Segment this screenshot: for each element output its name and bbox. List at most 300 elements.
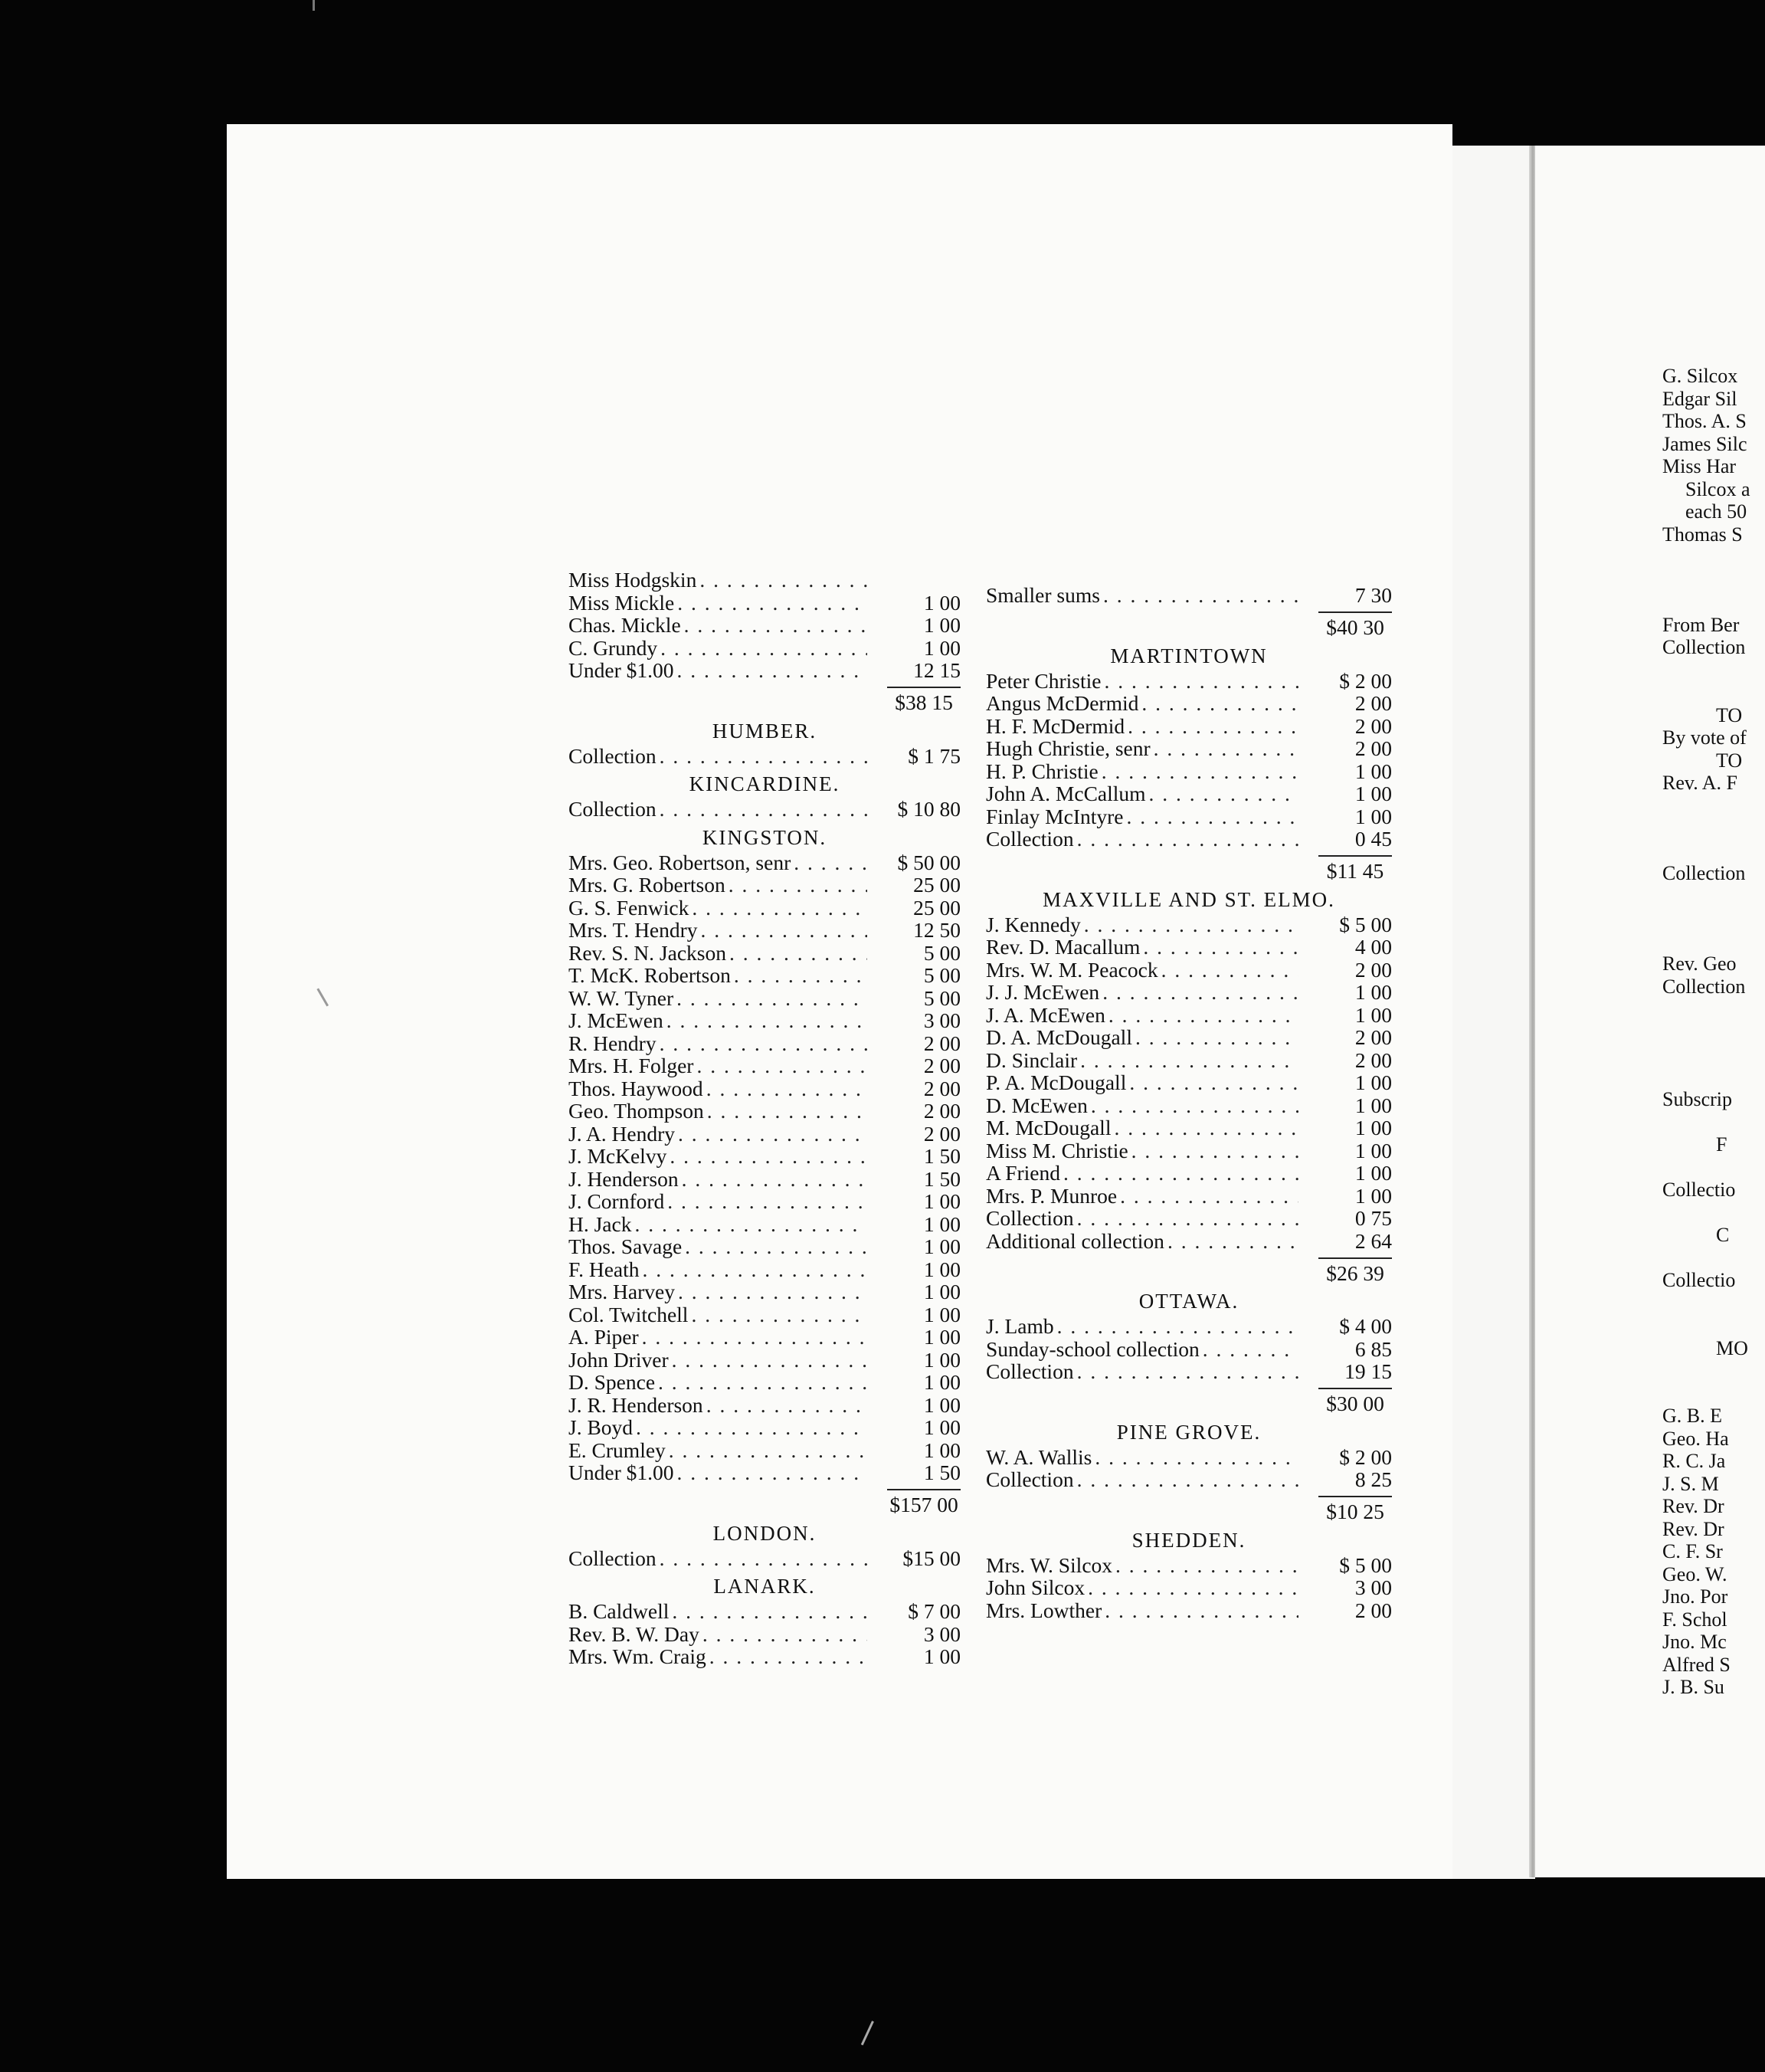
contribution-row — [986, 670, 1392, 693]
leader-dots — [1077, 1207, 1298, 1230]
cut-off-line: Rev. Geo — [1662, 952, 1737, 975]
contribution-row — [986, 1049, 1392, 1072]
leader-dots — [636, 1416, 867, 1439]
contributor-name: F. Heath — [568, 1257, 640, 1281]
contribution-row — [986, 1315, 1392, 1338]
section-heading: KINGSTON. — [702, 825, 827, 849]
contributor-name: M. McDougall — [986, 1116, 1112, 1139]
leader-dots — [1115, 1554, 1298, 1577]
leader-dots — [1143, 936, 1298, 959]
contributor-name: Sunday-school collection — [986, 1336, 1200, 1361]
contributor-name: Mrs. P. Munroe — [986, 1183, 1118, 1208]
contributor-name: Miss Mickle — [568, 590, 675, 615]
leader-dots — [678, 1280, 867, 1303]
contribution-amount: 2 00 — [923, 1031, 961, 1055]
contribution-amount: 25 00 — [913, 873, 961, 897]
cut-off-line: Collection — [1662, 862, 1746, 884]
leader-dots — [1203, 1338, 1298, 1361]
contributor-name: H. P. Christie — [986, 759, 1099, 783]
contribution-amount: $ 7 00 — [908, 1599, 961, 1623]
contributor-name: Finlay McIntyre — [986, 804, 1124, 828]
leader-dots — [1135, 1026, 1298, 1049]
contributor-name: Thos. Haywood — [568, 1076, 703, 1100]
contribution-row — [986, 805, 1392, 828]
leader-dots — [1104, 670, 1298, 693]
contributor-name: Angus McDermid — [986, 691, 1139, 715]
leader-dots — [1084, 913, 1298, 936]
contribution-amount: 2 00 — [923, 1054, 961, 1077]
leader-dots — [670, 1145, 867, 1168]
cut-off-line: Geo. W. — [1662, 1562, 1727, 1585]
contributor-name: Miss Hodgskin — [568, 568, 697, 592]
contribution-row — [568, 1547, 961, 1570]
contributor-name: Mrs. Harvey — [568, 1280, 675, 1303]
section-heading: LANARK. — [713, 1575, 816, 1598]
contribution-row — [568, 1394, 961, 1417]
leader-dots — [1154, 737, 1298, 760]
contribution-row — [568, 1371, 961, 1394]
contribution-amount: $ 5 00 — [1339, 912, 1392, 936]
section-heading: PINE GROVE. — [1116, 1420, 1262, 1444]
leader-dots — [682, 1168, 867, 1191]
cut-off-line: Alfred S — [1662, 1653, 1731, 1676]
contribution-row — [986, 1599, 1392, 1622]
leader-dots — [660, 745, 867, 768]
contribution-row — [986, 692, 1392, 715]
contribution-row — [568, 1439, 961, 1462]
section-heading: MARTINTOWN — [1110, 644, 1268, 667]
contributor-name: Rev. B. W. Day — [568, 1621, 699, 1646]
contributor-name: C. Grundy — [568, 635, 658, 660]
cut-off-line: TO — [1716, 749, 1743, 772]
section-total — [568, 682, 961, 714]
contribution-amount: 1 00 — [923, 1370, 961, 1394]
contribution-amount: 1 00 — [923, 1189, 961, 1213]
leader-dots — [691, 1303, 867, 1326]
leader-dots — [706, 1394, 867, 1417]
contribution-row — [568, 1168, 961, 1191]
cut-off-line: Collectio — [1662, 1269, 1736, 1291]
contributor-name: Rev. D. Macallum — [986, 935, 1141, 959]
leader-dots — [1128, 715, 1298, 738]
contribution-row — [986, 913, 1392, 936]
leader-dots — [706, 1077, 867, 1100]
contribution-row — [986, 1576, 1392, 1599]
contribution-amount: 7 30 — [1354, 583, 1392, 607]
section-heading: SHEDDEN. — [1131, 1528, 1246, 1552]
contributor-name: Collection — [986, 1206, 1074, 1230]
contribution-row — [568, 1416, 961, 1439]
leader-dots — [1102, 981, 1298, 1004]
contribution-amount: 1 00 — [1354, 1070, 1392, 1094]
leader-dots — [1126, 805, 1298, 828]
leader-dots — [669, 1439, 867, 1462]
contributor-name: J. McKelvy — [568, 1144, 667, 1168]
contribution-row — [568, 614, 961, 637]
cut-off-line: Jno. Por — [1662, 1585, 1728, 1608]
section-total — [986, 1383, 1392, 1415]
contributor-name: H. F. McDermid — [986, 713, 1125, 738]
contribution-amount: 25 00 — [913, 895, 961, 920]
contribution-amount: 3 00 — [923, 1621, 961, 1646]
contribution-row — [568, 874, 961, 897]
cut-off-line: Collectio — [1662, 1179, 1736, 1201]
leader-dots — [660, 798, 867, 821]
contribution-row — [986, 737, 1392, 760]
leader-dots — [702, 1623, 867, 1646]
contribution-row — [568, 569, 961, 592]
contributor-name: J. Cornford — [568, 1189, 665, 1213]
contribution-amount: 3 00 — [1354, 1575, 1392, 1599]
cut-off-line: Collection — [1662, 975, 1746, 998]
contributor-name: D. Sinclair — [986, 1047, 1078, 1072]
contributor-name: Mrs. W. M. Peacock — [986, 957, 1158, 982]
contribution-amount: $ 2 00 — [1339, 668, 1392, 693]
contribution-row — [568, 637, 961, 660]
contributor-name: John A. McCallum — [986, 782, 1146, 805]
contribution-amount: 1 00 — [923, 1392, 961, 1417]
contribution-amount: 2 64 — [1354, 1228, 1392, 1253]
leader-dots — [1131, 1139, 1298, 1162]
contribution-row — [568, 919, 961, 942]
contributor-name: Collection — [568, 743, 657, 768]
contributor-name: Mrs. T. Hendry — [568, 918, 698, 942]
contribution-row — [568, 1077, 961, 1100]
cut-off-line: F — [1716, 1133, 1727, 1156]
leader-dots — [676, 987, 867, 1010]
contributor-name: Thos. Savage — [568, 1234, 683, 1258]
contribution-amount: 1 00 — [923, 1211, 961, 1236]
contribution-row — [568, 1213, 961, 1236]
contribution-amount: 1 50 — [923, 1166, 961, 1191]
cut-off-line: Silcox a — [1685, 477, 1750, 500]
contribution-row — [986, 1554, 1392, 1577]
leader-dots — [1114, 1116, 1298, 1139]
leader-dots — [672, 1600, 867, 1623]
contribution-row — [986, 1185, 1392, 1208]
leader-dots — [666, 1009, 867, 1032]
leader-dots — [676, 659, 867, 682]
leader-dots — [676, 1461, 867, 1484]
leader-dots — [634, 1213, 867, 1236]
leader-dots — [1091, 1094, 1298, 1117]
contribution-amount: 2 00 — [1354, 713, 1392, 738]
contribution-row — [568, 1461, 961, 1484]
contribution-row — [986, 1207, 1392, 1230]
contributor-name: Mrs. G. Robertson — [568, 873, 725, 897]
contributor-name: Peter Christie — [986, 668, 1102, 693]
contributor-name: Additional collection — [986, 1228, 1164, 1253]
contributor-name: Miss M. Christie — [986, 1138, 1128, 1162]
contributor-name: P. A. McDougall — [986, 1070, 1127, 1094]
contribution-row — [568, 1258, 961, 1281]
leader-dots — [1108, 1004, 1298, 1027]
contribution-row — [986, 760, 1392, 783]
total-amount: $26 39 — [1318, 1257, 1392, 1285]
contributor-name: G. S. Fenwick — [568, 895, 689, 920]
section-total — [986, 1491, 1392, 1523]
contribution-row — [568, 659, 961, 682]
leader-dots — [1103, 584, 1298, 607]
contribution-amount: 1 00 — [923, 1302, 961, 1326]
leader-dots — [1080, 1049, 1298, 1072]
total-amount: $38 15 — [887, 687, 961, 714]
contribution-row — [568, 1100, 961, 1123]
cut-off-line: Rev. Dr — [1662, 1495, 1724, 1517]
contribution-row — [986, 1094, 1392, 1117]
contribution-row — [568, 1349, 961, 1372]
section-total — [986, 607, 1392, 639]
contributor-name: H. Jack — [568, 1211, 632, 1236]
total-amount: $10 25 — [1318, 1496, 1392, 1523]
contribution-row — [568, 1145, 961, 1168]
contribution-row — [986, 1360, 1392, 1383]
subscription-column-left — [568, 569, 961, 1668]
total-amount: $157 00 — [887, 1489, 961, 1516]
contributor-name: Mrs. Geo. Robertson, senr — [568, 850, 791, 874]
contributor-name: Collection — [986, 1359, 1074, 1383]
contribution-amount: 5 00 — [923, 940, 961, 965]
contribution-amount: 1 00 — [923, 1438, 961, 1462]
contribution-amount: 1 50 — [923, 1144, 961, 1168]
leader-dots — [1063, 1162, 1298, 1185]
contribution-row — [986, 1071, 1392, 1094]
contribution-row — [568, 1054, 961, 1077]
contributor-name: Mrs. H. Folger — [568, 1054, 694, 1077]
contribution-amount: 3 00 — [923, 1008, 961, 1032]
leader-dots — [658, 1371, 867, 1394]
contribution-row — [568, 897, 961, 920]
contribution-row — [568, 1600, 961, 1623]
leader-dots — [701, 919, 867, 942]
leader-dots — [672, 1349, 867, 1372]
section-heading: KINCARDINE. — [689, 772, 840, 795]
contribution-amount: 1 00 — [923, 1325, 961, 1349]
contributor-name: Col. Twitchell — [568, 1302, 689, 1326]
section-total — [568, 1484, 961, 1516]
leader-dots — [696, 1054, 867, 1077]
leader-dots — [1129, 1071, 1298, 1094]
subscription-column-right — [986, 584, 1392, 1621]
contributor-name: Smaller sums — [986, 583, 1100, 607]
contributor-name: Mrs. W. Silcox — [986, 1552, 1113, 1577]
contributor-name: D. A. McDougall — [986, 1025, 1132, 1049]
cut-off-line: TO — [1716, 703, 1743, 726]
contributor-name: E. Crumley — [568, 1438, 666, 1462]
contributor-name: J. J. McEwen — [986, 980, 1100, 1004]
contributor-name: Mrs. Lowther — [986, 1598, 1102, 1622]
cut-off-line: Geo. Ha — [1662, 1427, 1729, 1450]
contribution-row — [986, 1446, 1392, 1469]
cut-off-line: By vote of — [1662, 726, 1747, 749]
contribution-row — [568, 1303, 961, 1326]
leader-dots — [684, 614, 867, 637]
contribution-amount: 1 00 — [923, 1415, 961, 1439]
leader-dots — [729, 874, 867, 897]
leader-dots — [1141, 692, 1298, 715]
contribution-amount: 2 00 — [1354, 736, 1392, 760]
leader-dots — [709, 1645, 867, 1668]
contribution-row — [568, 942, 961, 965]
contributor-name: D. McEwen — [986, 1093, 1088, 1117]
contribution-amount: 1 00 — [1354, 1002, 1392, 1027]
contribution-amount: 0 45 — [1354, 827, 1392, 851]
contribution-amount: 2 00 — [1354, 1025, 1392, 1049]
contribution-amount: 1 00 — [1354, 1161, 1392, 1185]
contributor-name: J. McEwen — [568, 1008, 663, 1032]
leader-dots — [1077, 1360, 1298, 1383]
leader-dots — [677, 592, 867, 615]
section-heading: LONDON. — [712, 1521, 817, 1545]
contributor-name: J. Boyd — [568, 1415, 634, 1439]
contributor-name: B. Caldwell — [568, 1599, 670, 1623]
contribution-amount: 2 00 — [923, 1076, 961, 1100]
cut-off-line: Subscrip — [1662, 1088, 1732, 1110]
contributor-name: Mrs. Wm. Craig — [568, 1644, 706, 1668]
contributor-name: John Driver — [568, 1347, 669, 1372]
contributor-name: T. McK. Robertson — [568, 963, 731, 987]
contributor-name: J. A. Hendry — [568, 1121, 676, 1146]
contribution-row — [568, 1123, 961, 1146]
leader-dots — [643, 1258, 867, 1281]
contributor-name: Collection — [568, 1546, 657, 1570]
contribution-amount: 19 15 — [1344, 1359, 1392, 1383]
section-total — [986, 851, 1392, 883]
contribution-row — [568, 592, 961, 615]
left-page-edge — [1452, 146, 1535, 1879]
contributor-name: Under $1.00 — [568, 1461, 674, 1484]
contribution-amount: $ 1 75 — [908, 743, 961, 768]
contribution-row — [986, 584, 1392, 607]
total-amount: $11 45 — [1318, 855, 1392, 883]
contribution-row — [986, 1162, 1392, 1185]
contribution-row — [568, 851, 961, 874]
contributor-name: Chas. Mickle — [568, 613, 681, 637]
contributor-name: Hugh Christie, senr — [986, 736, 1151, 760]
cut-off-line: F. Schol — [1662, 1608, 1727, 1631]
contribution-row — [986, 1026, 1392, 1049]
cut-off-line: Rev. A. F — [1662, 772, 1737, 794]
contribution-amount: 2 00 — [923, 1121, 961, 1146]
contribution-amount: 1 00 — [1354, 1138, 1392, 1162]
contribution-row — [986, 1004, 1392, 1027]
leader-dots — [1077, 828, 1298, 851]
contribution-amount: 1 00 — [923, 1347, 961, 1372]
contribution-row — [568, 964, 961, 987]
contributor-name: Geo. Thompson — [568, 1099, 704, 1123]
leader-dots — [685, 1235, 867, 1258]
contribution-amount: 1 00 — [923, 635, 961, 660]
leader-dots — [734, 964, 867, 987]
contribution-row — [568, 987, 961, 1010]
cut-off-line: Jno. Mc — [1662, 1631, 1727, 1653]
contribution-amount: 5 00 — [923, 985, 961, 1010]
contributor-name: J. Kennedy — [986, 912, 1081, 936]
contribution-amount: 1 00 — [923, 590, 961, 615]
contribution-amount: 2 00 — [1354, 691, 1392, 715]
leader-dots — [1095, 1446, 1298, 1469]
contributor-name: Under $1.00 — [568, 658, 674, 682]
leader-dots — [1057, 1315, 1298, 1338]
contribution-amount: 0 75 — [1354, 1206, 1392, 1230]
leader-dots — [1077, 1468, 1298, 1491]
cut-off-line: Collection — [1662, 636, 1746, 658]
contribution-amount: 5 00 — [923, 963, 961, 987]
contribution-row — [986, 1338, 1392, 1361]
contribution-row — [568, 1009, 961, 1032]
section-heading: OTTAWA. — [1138, 1290, 1239, 1313]
contribution-row — [986, 1230, 1392, 1253]
cut-off-line: Miss Har — [1662, 455, 1737, 477]
contributor-name: J. R. Henderson — [568, 1392, 703, 1417]
contribution-row — [986, 715, 1392, 738]
contribution-row — [568, 1623, 961, 1646]
contribution-row — [986, 1139, 1392, 1162]
contribution-row — [568, 1326, 961, 1349]
contributor-name: J. A. McEwen — [986, 1002, 1105, 1027]
contribution-amount: 2 00 — [1354, 957, 1392, 982]
cut-off-line: Thomas S — [1662, 523, 1743, 546]
contribution-amount: 1 50 — [923, 1461, 961, 1484]
contribution-amount: $15 00 — [902, 1546, 961, 1570]
contribution-amount: 4 00 — [1354, 935, 1392, 959]
contribution-row — [568, 1032, 961, 1055]
contribution-amount: 1 00 — [923, 1257, 961, 1281]
section-heading: HUMBER. — [712, 719, 817, 743]
contribution-row — [986, 1116, 1392, 1139]
contribution-row — [568, 1190, 961, 1213]
leader-dots — [729, 942, 867, 965]
contribution-row — [568, 1280, 961, 1303]
cut-off-line: Thos. A. S — [1662, 410, 1747, 432]
scan-speck — [313, 0, 315, 11]
leader-dots — [692, 897, 867, 920]
cut-off-line: G. B. E — [1662, 1405, 1722, 1427]
contribution-amount: 1 00 — [1354, 759, 1392, 783]
contributor-name: John Silcox — [986, 1575, 1086, 1599]
leader-dots — [1161, 959, 1298, 982]
leader-dots — [678, 1123, 867, 1146]
contribution-row — [986, 936, 1392, 959]
contribution-row — [568, 1645, 961, 1668]
leader-dots — [1167, 1230, 1298, 1253]
cut-off-line: J. S. M — [1662, 1472, 1719, 1495]
leader-dots — [660, 1032, 867, 1055]
contribution-amount: $ 10 80 — [897, 797, 961, 821]
contributor-name: W. A. Wallis — [986, 1444, 1092, 1469]
contribution-row — [986, 828, 1392, 851]
cut-off-line: G. Silcox — [1662, 365, 1738, 387]
contribution-amount: 12 15 — [913, 658, 961, 682]
contribution-amount: $ 5 00 — [1339, 1552, 1392, 1577]
contribution-amount: 1 00 — [1354, 1183, 1392, 1208]
contributor-name: Collection — [986, 1467, 1074, 1491]
contribution-amount: 1 00 — [1354, 782, 1392, 805]
contribution-row — [568, 745, 961, 768]
contribution-amount: 12 50 — [913, 918, 961, 942]
contribution-amount: 1 00 — [1354, 1093, 1392, 1117]
contributor-name: R. Hendry — [568, 1031, 657, 1055]
cut-off-line: Rev. Dr — [1662, 1517, 1724, 1540]
cut-off-line: James Silc — [1662, 432, 1747, 455]
contribution-amount: 8 25 — [1354, 1467, 1392, 1491]
contribution-row — [568, 1235, 961, 1258]
contribution-row — [986, 959, 1392, 982]
cut-off-line: From Ber — [1662, 613, 1740, 636]
leader-dots — [1105, 1599, 1298, 1622]
contribution-row — [986, 981, 1392, 1004]
contribution-amount: 1 00 — [923, 1280, 961, 1303]
